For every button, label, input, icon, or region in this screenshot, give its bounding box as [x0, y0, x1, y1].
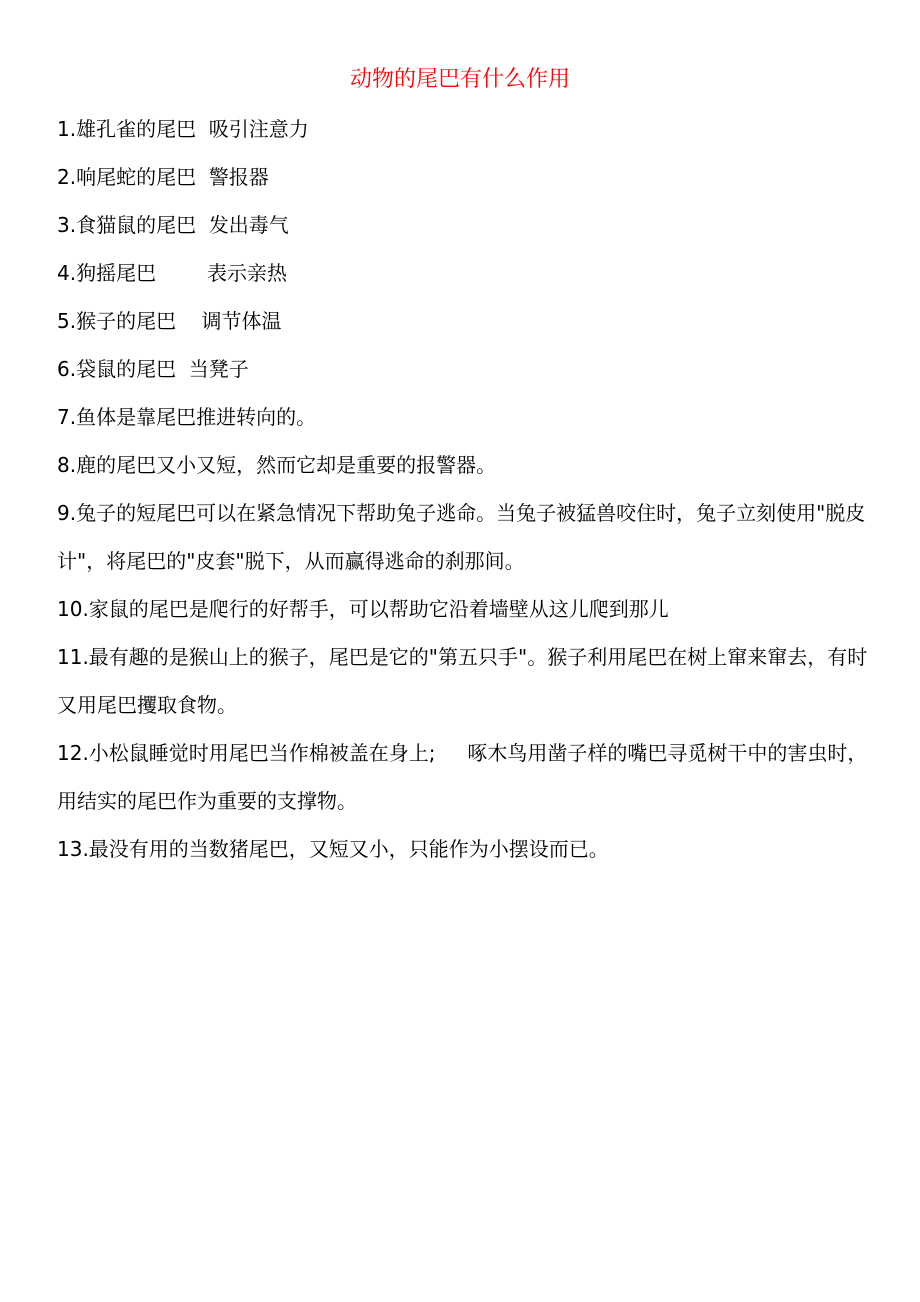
- list-item: 4.狗摇尾巴 表示亲热: [57, 261, 287, 285]
- list-item: 11.最有趣的是猴山上的猴子，尾巴是它的"第五只手"。猴子利用尾巴在树上窜来窜去，有时又用尾巴攫取食物。: [57, 645, 868, 717]
- list-item: 10.家鼠的尾巴是爬行的好帮手，可以帮助它沿着墙壁从这儿爬到那儿: [57, 597, 669, 621]
- list-item: 5.猴子的尾巴 调节体温: [57, 309, 282, 333]
- list-item: 1.雄孔雀的尾巴 吸引注意力: [57, 117, 309, 141]
- document-title: 动物的尾巴有什么作用: [349, 67, 570, 92]
- list-item: 3.食猫鼠的尾巴 发出毒气: [57, 213, 289, 237]
- item-list: [57, 113, 869, 881]
- list-item: 13.最没有用的当数猪尾巴，又短又小，只能作为小摆设而已。: [57, 837, 609, 861]
- list-item: 8.鹿的尾巴又小又短，然而它却是重要的报警器。: [57, 453, 497, 477]
- list-item: 7.鱼体是靠尾巴推进转向的。: [57, 405, 317, 429]
- list-item: 12.小松鼠睡觉时用尾巴当作棉被盖在身上; 啄木鸟用凿子样的嘴巴寻觅树干中的害虫时，用结实的尾巴作为重要的支撑物。: [57, 741, 868, 813]
- list-item: 9.兔子的短尾巴可以在紧急情况下帮助兔子逃命。当兔子被猛兽咬住时，兔子立刻使用"脱皮计"，将尾巴的"皮套"脱下，从而赢得逃命的刹那间。: [57, 501, 866, 573]
- list-item: 6.袋鼠的尾巴 当凳子: [57, 357, 249, 381]
- list-item: 2.响尾蛇的尾巴 警报器: [57, 165, 269, 189]
